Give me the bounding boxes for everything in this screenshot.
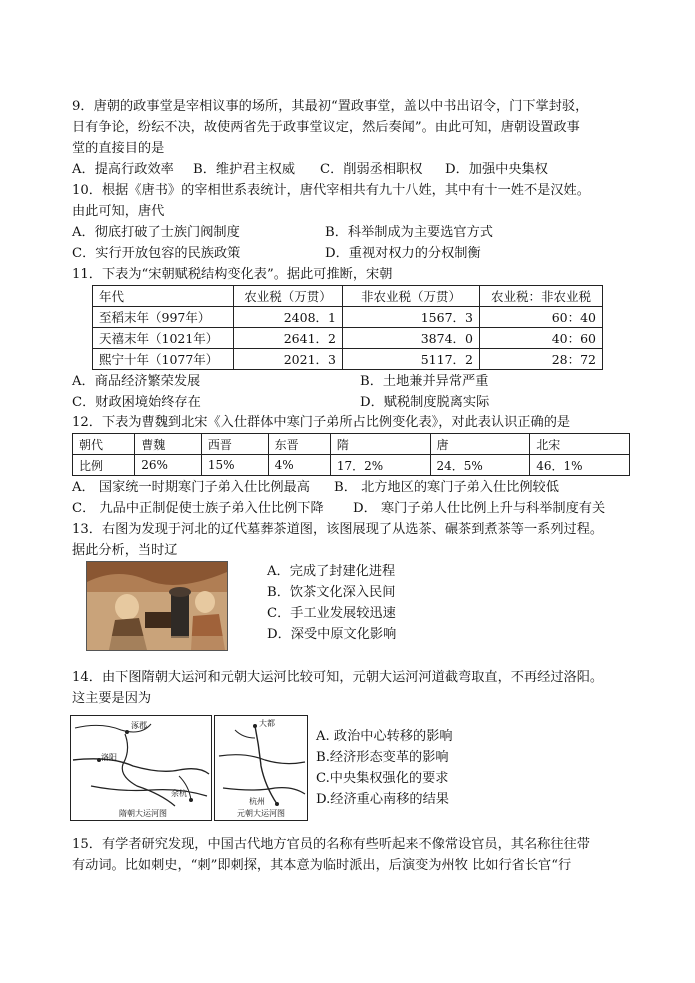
table-header-cell: 隋	[330, 434, 430, 455]
table-header-cell: 非农业税（万贯）	[343, 286, 480, 307]
table-cell: 熙宁十年（1077年）	[93, 349, 234, 370]
tea-mural-illustration	[87, 562, 227, 650]
q9-stem-line-2: 日有争论，纷纭不决，故使两省先于政事堂议定，然后奏闻”。由此可知，唐朝设置政事	[72, 120, 580, 135]
table-cell: 5117．2	[343, 349, 480, 370]
q10-option-c[interactable]: C．实行开放包容的民族政策	[72, 246, 241, 261]
q9-stem-line-1: 9．唐朝的政事堂是宰相议事的场所，其最初“置政事堂，盖以中书出诏令，门下掌封驳，	[72, 99, 589, 114]
commoner-ratio-table	[72, 433, 630, 476]
q11-option-c[interactable]: C．财政困境始终存在	[72, 395, 201, 410]
table-cell: 15%	[201, 455, 268, 476]
table-header-row	[93, 286, 603, 307]
table-header-cell: 朝代	[73, 434, 135, 455]
q12-option-a[interactable]: A． 国家统一时期寒门子弟入仕比例最高	[72, 480, 310, 495]
q12-option-b[interactable]: B． 北方地区的寒门子弟入仕比例较低	[334, 480, 559, 495]
q13-option-c[interactable]: C．手工业发展较迅速	[267, 606, 396, 621]
q13-stem-line-1: 13．右图为发现于河北的辽代墓葬茶道图，该图展现了从选茶、碾茶到煮茶等一系列过程。	[72, 522, 604, 537]
q14-stem-line-2: 这主要是因为	[72, 691, 152, 706]
q13-option-a[interactable]: A．完成了封建化进程	[267, 564, 396, 579]
table-cell: 比例	[73, 455, 135, 476]
q13-stem-line-2: 据此分析，当时辽	[72, 543, 178, 558]
q15-stem-line-2: 有动词。比如刺史，“刺”即刺探，其本意为临时派出，后演变为州牧 比如行省长官“行	[72, 858, 572, 873]
table-header-cell: 北宋	[530, 434, 630, 455]
q14-stem-line-1: 14．由下图隋朝大运河和元朝大运河比较可知，元朝大运河河道截弯取直，不再经过洛阳。	[72, 670, 604, 685]
q10-option-b[interactable]: B．科举制成为主要选官方式	[325, 225, 493, 240]
q10-option-a[interactable]: A．彻底打破了士族门阀制度	[72, 225, 240, 240]
q11-option-b[interactable]: B．土地兼并异常严重	[360, 374, 489, 389]
q10-option-d[interactable]: D．重视对权力的分权制衡	[325, 246, 481, 261]
q9-option-a[interactable]: A．提高行政效率	[72, 162, 174, 177]
map-label-dadu: 大都	[259, 719, 275, 728]
sui-canal-map	[70, 715, 212, 821]
table-cell: 2641．2	[234, 328, 343, 349]
table-header-cell: 曹魏	[135, 434, 202, 455]
q10-stem-line-1: 10．根据《唐书》的宰相世系表统计，唐代宰相共有九十八姓，其中有十一姓不是汉姓。	[72, 183, 590, 198]
table-cell: 3874．0	[343, 328, 480, 349]
table-header-cell: 农业税：非农业税	[480, 286, 603, 307]
map-caption-sui: 隋朝大运河图	[119, 809, 167, 818]
table-header-cell: 西晋	[201, 434, 268, 455]
table-header-cell: 唐	[430, 434, 530, 455]
q14-option-a[interactable]: A. 政治中心转移的影响	[316, 729, 453, 744]
liao-tea-mural-image	[86, 561, 228, 651]
table-cell: 28：72	[480, 349, 603, 370]
table-cell: 1567．3	[343, 307, 480, 328]
q12-option-c[interactable]: C． 九品中正制促使士族子弟入仕比例下降	[72, 501, 324, 516]
q10-stem-line-2: 由此可知，唐代	[72, 204, 165, 219]
table-cell: 2408．1	[234, 307, 343, 328]
q13-option-b[interactable]: B．饮茶文化深入民间	[267, 585, 396, 600]
map-label-yuhang: 余杭	[171, 789, 187, 798]
tax-structure-table	[92, 285, 603, 370]
table-row	[73, 455, 630, 476]
table-header-cell: 年代	[93, 286, 234, 307]
table-cell: 46．1%	[530, 455, 630, 476]
q11-option-a[interactable]: A．商品经济繁荣发展	[72, 374, 201, 389]
q9-option-c[interactable]: C．削弱丞相职权	[320, 162, 423, 177]
table-cell: 4%	[268, 455, 330, 476]
q13-option-d[interactable]: D．深受中原文化影响	[267, 627, 397, 642]
table-cell: 天禧末年（1021年）	[93, 328, 234, 349]
q12-option-d[interactable]: D． 寒门子弟人仕比例上升与科举制度有关	[353, 501, 606, 516]
table-header-row	[73, 434, 630, 455]
q14-option-b[interactable]: B.经济形态变革的影响	[316, 750, 449, 765]
yuan-canal-map	[214, 715, 308, 821]
q11-stem-line-1: 11．下表为“宋朝赋税结构变化表”。据此可推断，宋朝	[72, 267, 393, 282]
q9-option-d[interactable]: D．加强中央集权	[445, 162, 548, 177]
table-cell: 至稻末年（997年）	[93, 307, 234, 328]
sui-canal-drawing	[71, 716, 211, 820]
table-cell: 40：60	[480, 328, 603, 349]
map-caption-yuan: 元朝大运河图	[237, 809, 285, 818]
q9-option-b[interactable]: B．维护君主权威	[193, 162, 296, 177]
q9-stem-line-3: 堂的直接目的是	[72, 141, 165, 156]
table-row	[93, 307, 603, 328]
table-cell: 17．2%	[330, 455, 430, 476]
q12-stem-line-1: 12．下表为曹魏到北宋《入仕群体中寒门子弟所占比例变化表》，对此表认识正确的是	[72, 415, 571, 430]
map-label-zhuojun: 涿郡	[131, 721, 147, 730]
table-cell: 60：40	[480, 307, 603, 328]
table-header-cell: 农业税（万贯）	[234, 286, 343, 307]
table-cell: 24．5%	[430, 455, 530, 476]
table-cell: 2021．3	[234, 349, 343, 370]
q11-option-d[interactable]: D．赋税制度脱离实际	[360, 395, 490, 410]
map-label-hangzhou: 杭州	[249, 797, 265, 806]
table-header-cell: 东晋	[268, 434, 330, 455]
map-label-luoyang: 洛阳	[101, 753, 117, 762]
table-cell: 26%	[135, 455, 202, 476]
q14-option-d[interactable]: D.经济重心南移的结果	[316, 792, 449, 807]
table-row	[93, 328, 603, 349]
q14-option-c[interactable]: C.中央集权强化的要求	[316, 771, 449, 786]
q15-stem-line-1: 15．有学者研究发现，中国古代地方官员的名称有些听起来不像常设官员，其名称往往带	[72, 837, 590, 852]
table-row	[93, 349, 603, 370]
